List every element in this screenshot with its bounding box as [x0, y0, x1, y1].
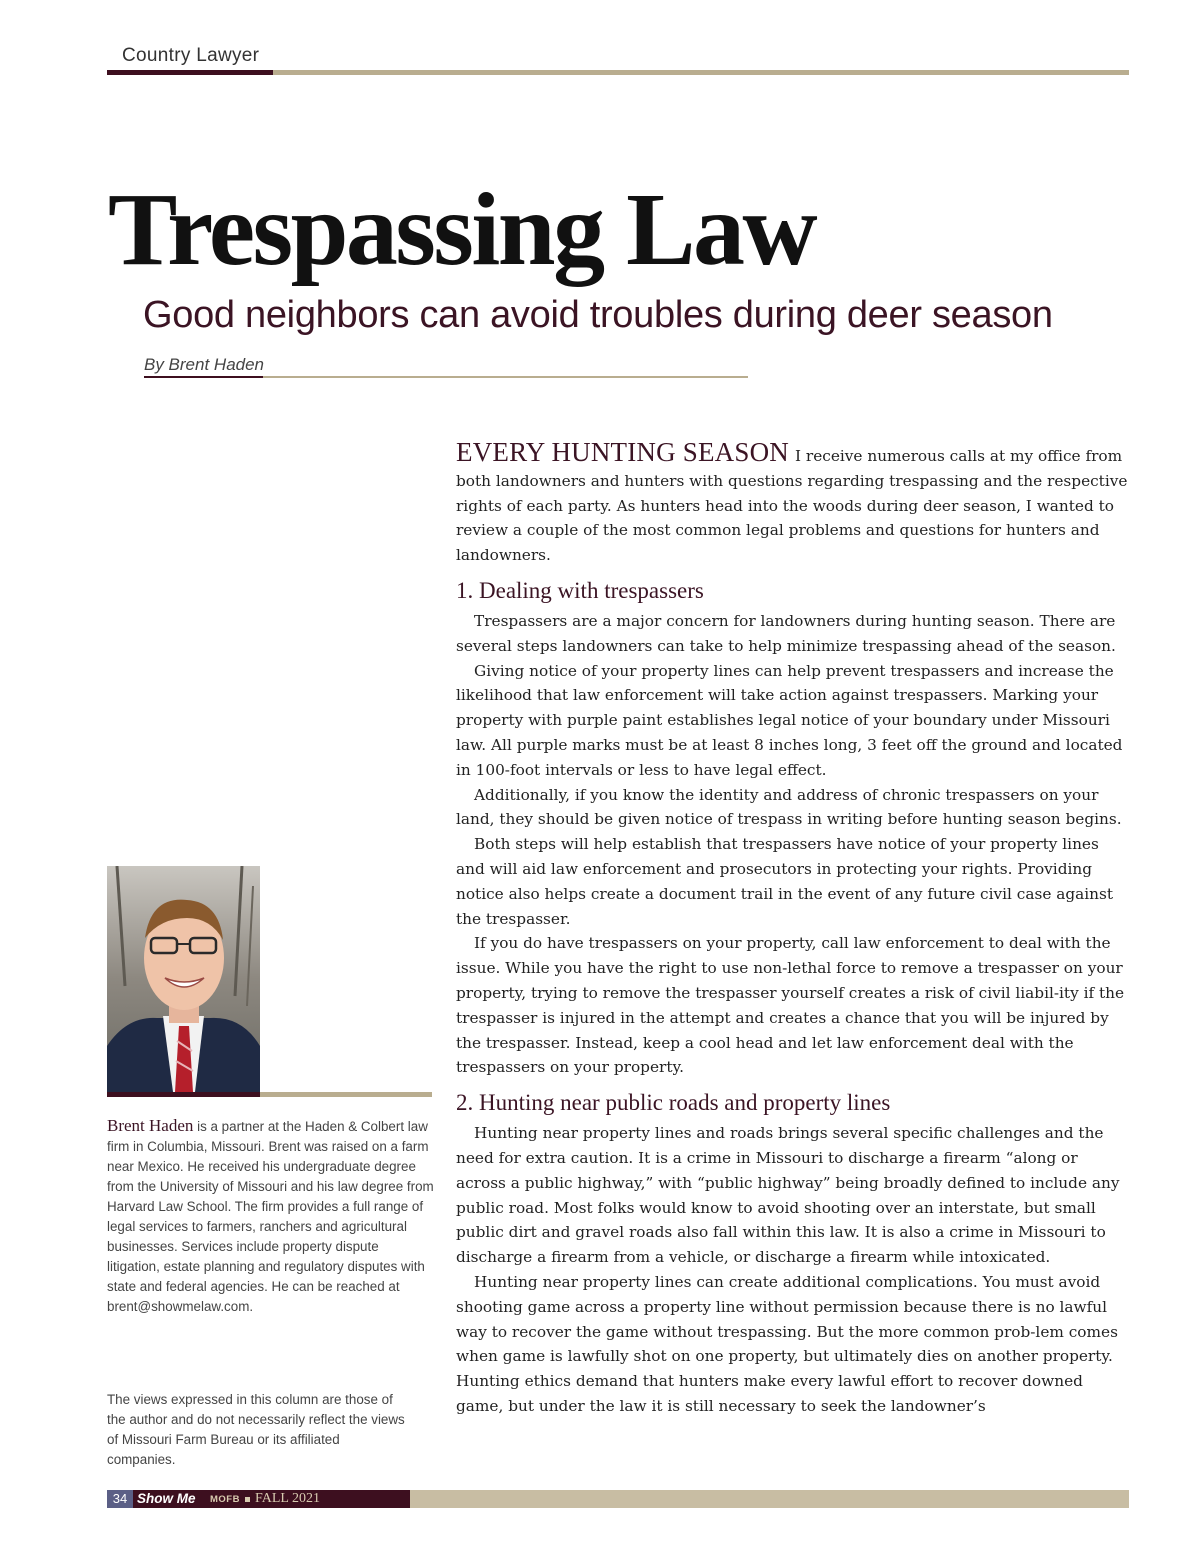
byline: By Brent Haden: [144, 355, 265, 374]
author-bio: [107, 1116, 435, 1317]
paragraph: Additionally, if you know the identity and address of chronic trespassers on your land, they should be given notice of trespass in writing before hunting season begins.: [456, 785, 1122, 829]
footer-bar: [410, 1490, 1129, 1508]
lead-text: I receive numerous calls at my office from both landowners and hunters with questions regarding trespassing and the respective rights of each party. As hunters head into the woods during deer season, I wanted to review a couple of the most common legal problems and questions for hunters and landowners.: [456, 447, 1128, 565]
article-subtitle: Good neighbors can avoid troubles during deer season: [143, 294, 1053, 336]
section-label: Country Lawyer: [122, 45, 260, 66]
article-title: Trespassing Law: [108, 172, 816, 287]
author-photo: [107, 866, 260, 1092]
paragraph: Hunting near property lines can create additional complications. You must avoid shooting game across a property line without permission because there is no lawful way to recover the game without trespassing. But the more common prob-lem comes when game is lawfully shot on one property, but ultimately dies on another property. Hunting ethics demand that hunters make every lawful effort to recover downed game, but under the law it is still necessary to seek the landowner’s: [456, 1272, 1118, 1415]
magazine-name: Show Me: [137, 1491, 196, 1506]
issue-date: FALL 2021: [255, 1491, 320, 1506]
paragraph: Both steps will help establish that trespassers have notice of your property lines and will aid law enforcement and prosecutors in protecting your rights. Providing notice also helps create a document trail in the event of any future civil case against the trespasser.: [456, 835, 1114, 928]
paragraph: If you do have trespassers on your property, call law enforcement to deal with the issue. While you have the right to use non-lethal force to remove a trespasser on your property, trying to remove the trespasser yourself creates a risk of civil liabil-ity if the trespasser is injured in the attempt and creates a chance that you will be injured by the trespasser. Instead, keep a cool head and let law enforcement deal with the trespassers on your property.: [456, 934, 1125, 1077]
section-heading: 2. Hunting near public roads and property lines: [456, 1090, 891, 1116]
disclaimer: The views expressed in this column are those of the author and do not necessarily reflect the views of Missouri Farm Bureau or its affiliated companies.: [107, 1392, 405, 1467]
paragraph: Giving notice of your property lines can help prevent trespassers and increase the likelihood that law enforcement will take action against trespassers. Marking your property with purple paint establishes legal notice of your boundary under Missouri law. All purple marks must be at least 8 inches long, 3 feet off the ground and located in 100-foot intervals or less to have legal effect.: [456, 661, 1123, 779]
byline-rule: [263, 376, 748, 378]
author-name: Brent Haden: [107, 1116, 194, 1135]
page-number: 34: [107, 1490, 133, 1508]
photo-rule: [260, 1092, 432, 1097]
article-body: [456, 437, 1132, 1419]
header-rule: [273, 70, 1129, 75]
author-bio-text: is a partner at the Haden & Colbert law firm in Columbia, Missouri. Brent was raised on a farm near Mexico. He received his undergraduate degree from the University of Missouri and his law degree from Harvard Law School. The firm provides a full range of legal services to farmers, ranchers and agricultural businesses. Services include property dispute litigation, estate planning and regulatory disputes with state and federal agencies. He can be reached at brent@showmelaw.com.: [107, 1119, 434, 1314]
byline-rule-accent: [144, 376, 263, 378]
lead-caps: EVERY HUNTING SEASON: [456, 437, 789, 467]
photo-rule-accent: [107, 1092, 260, 1097]
header-rule-accent: [107, 70, 273, 75]
section-heading: 1. Dealing with trespassers: [456, 577, 704, 603]
paragraph: Hunting near property lines and roads brings several specific challenges and the need for extra caution. It is a crime in Missouri to discharge a firearm “along or across a public highway,” with “public highway” being broadly defined to include any public road. Most folks would know to avoid shooting over an interstate, but small public dirt and gravel roads also fall within this law. It is also a crime in Missouri to discharge a firearm from a vehicle, or discharge a firearm while intoxicated.: [456, 1124, 1120, 1267]
paragraph: Trespassers are a major concern for landowners during hunting season. There are several steps landowners can take to help minimize trespassing ahead of the season.: [456, 611, 1116, 655]
separator-square-icon: [245, 1497, 250, 1502]
lead-paragraph: [456, 437, 1132, 568]
org-name: MOFB: [210, 1494, 240, 1505]
